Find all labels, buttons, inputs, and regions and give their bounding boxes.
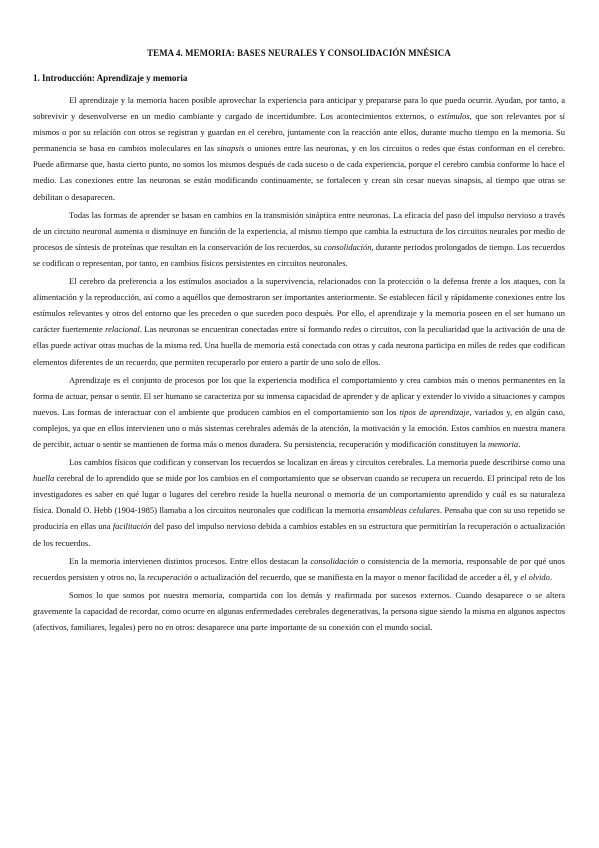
section-heading: 1. Introducción: Aprendizaje y memoria <box>33 73 188 83</box>
body-paragraph: Todas las formas de aprender se basan en cambios en la transmisión sináptica entre neuronas. La eficacia del paso del impulso nervioso a través de un circuito neuronal aumenta o disminuye en función de la experiencia, al mismo tiempo que cambia la estructura de los circuitos neurales por medio de procesos de síntesis de proteínas que resultan en la conservación de los recuerdos, su consolidación, durante periodos prolongados de tiempo. Los recuerdos se codifican o representan, por tanto, en cambios físicos persistentes en circuitos neuronales. <box>33 209 565 268</box>
emphasized-term: redes <box>343 324 362 335</box>
emphasized-term: relacional <box>105 324 140 335</box>
body-paragraph: Somos lo que somos por nuestra memoria, compartida con los demás y reafirmada por sucesos externos. Cuando desaparece o se altera gravemente la capacidad de recordar, como ocurre en algunas enfermedades cerebrales degenerativas, la persona sigue siendo la misma en algunos aspectos (afectivos, familiares, legales) pero no en otros: desaparece una parte importante de su conexión con el mundo social. <box>33 589 565 632</box>
body-paragraph: Aprendizaje es el conjunto de procesos por los que la experiencia modifica el comportamiento y crea cambios más o menos permanentes en la forma de actuar, pensar o sentir. El ser humano se caracteriza por su inmensa capacidad de aprender y de aplicar y extender lo vivido a situaciones y campos nuevos. Las formas de interactuar con el ambiente que producen cambios en el comportamiento son los tipos de aprendizaje, variados y, en algún caso, complejos, ya que en ellos intervienen uno o más sistemas cerebrales además de la atención, la motivación y la emoción. Estos cambios en nuestra manera de percibir, actuar o sentir se mantienen de forma más o menos duradera. Su persistencia, recuperación y modificación constituyen la memoria. <box>33 374 566 449</box>
body-paragraph: El cerebro da preferencia a los estímulos asociados a la supervivencia, relacionados con la protección o la defensa frente a los ataques, con la alimentación y la reproducción, así como a aquéllos que demostraron ser importantes anteriormente. Se establecen fácil y rápidamente conexiones entre los estímulos relevantes y otros del entorno que les preceden o que suceden poco después. Por ello, el aprendizaje y la memoria poseen en el ser humano un carácter fuertemente relacional. Las neuronas se encuentran conectadas entre sí formando redes o circuitos, con la peculiaridad que la activación de una de ellas puede activar otras muchas de la misma red. Una huella de memoria está conectada con otras y cada neurona participa en miles de redes que codifican elementos diferentes de un recuerdo, que permiten recuperarlo por entero a partir de uno solo de ellos. <box>33 276 565 367</box>
emphasized-term: recuperación <box>147 571 193 582</box>
body-paragraph: En la memoria intervienen distintos procesos. Entre ellos destacan la consolidación o consistencia de la memoria, responsable de por qué unos recuerdos persisten y otros no, la recuperación o actualización del recuerdo, que se manifiesta en la mayor o menor facilidad de acceder a él, y el olvido. <box>33 555 565 582</box>
emphasized-term: huella <box>33 473 55 484</box>
emphasized-term: estímulos <box>437 111 470 122</box>
emphasized-term: tipos de aprendizaje <box>399 406 470 417</box>
emphasized-term: facilitación <box>112 521 152 532</box>
emphasized-term: consolidación <box>323 241 372 252</box>
document-page <box>33 48 565 637</box>
emphasized-term: el olvido <box>520 571 550 582</box>
emphasized-term: ensambleas celulares <box>367 505 440 516</box>
body-paragraph: El aprendizaje y la memoria hacen posible aprovechar la experiencia para anticipar y prepararse para lo que pueda ocurrir. Ayudan, por tanto, a sobrevivir y desenvolverse en un medio cambiante y cargado de incertidumbre. Los acontecimientos externos, o estímulos, que son relevantes por sí mismos o por su relación con otros se registran y guardan en el cerebro, juntamente con la reacción ante ellos, durante mucho tiempo en la memoria. Su permanencia se basa en cambios moleculares en las sinapsis o uniones entre las neuronas, y en los circuitos o redes que éstas conforman en el cerebro. Puede afirmarse que, hasta cierto punto, no somos los mismos después de cada suceso o de cada experiencia, porque el cerebro cambia conforme lo hace el medio. Las conexiones entre las neuronas se están modificando continuamente, se fortalecen y crean sin cesar nuevas sinapsis, al tiempo que otras se debilitan o desaparecen. <box>33 95 565 202</box>
document-title: TEMA 4. MEMORIA: BASES NEURALES Y CONSOLIDACIÓN MNÉSICA <box>147 48 451 58</box>
emphasized-term: memoria <box>487 438 519 449</box>
emphasized-term: sinapsis <box>216 143 245 154</box>
body-paragraph: Los cambios físicos que codifican y conservan los recuerdos se localizan en áreas y circuitos cerebrales. La memoria puede describirse como una huella cerebral de lo aprendido que se mide por los cambios en el comportamiento que se observan cuando se recupera un recuerdo. El principal reto de los investigadores es saber en qué lugar o lugares del cerebro reside la huella neuronal o memoria de un comportamiento aprendido y cuál es su naturaleza física. Donald O. Hebb (1904-1985) llamaba a los circuitos neuronales que codifican la memoria ensambleas celulares. Pensaba que con su uso repetido se produciría en ellas una facilitación del paso del impulso nervioso debida a cambios estables en su estructura que permitirían la recuperación o actualización de los recuerdos. <box>33 457 565 548</box>
emphasized-term: consolidación <box>310 555 359 566</box>
